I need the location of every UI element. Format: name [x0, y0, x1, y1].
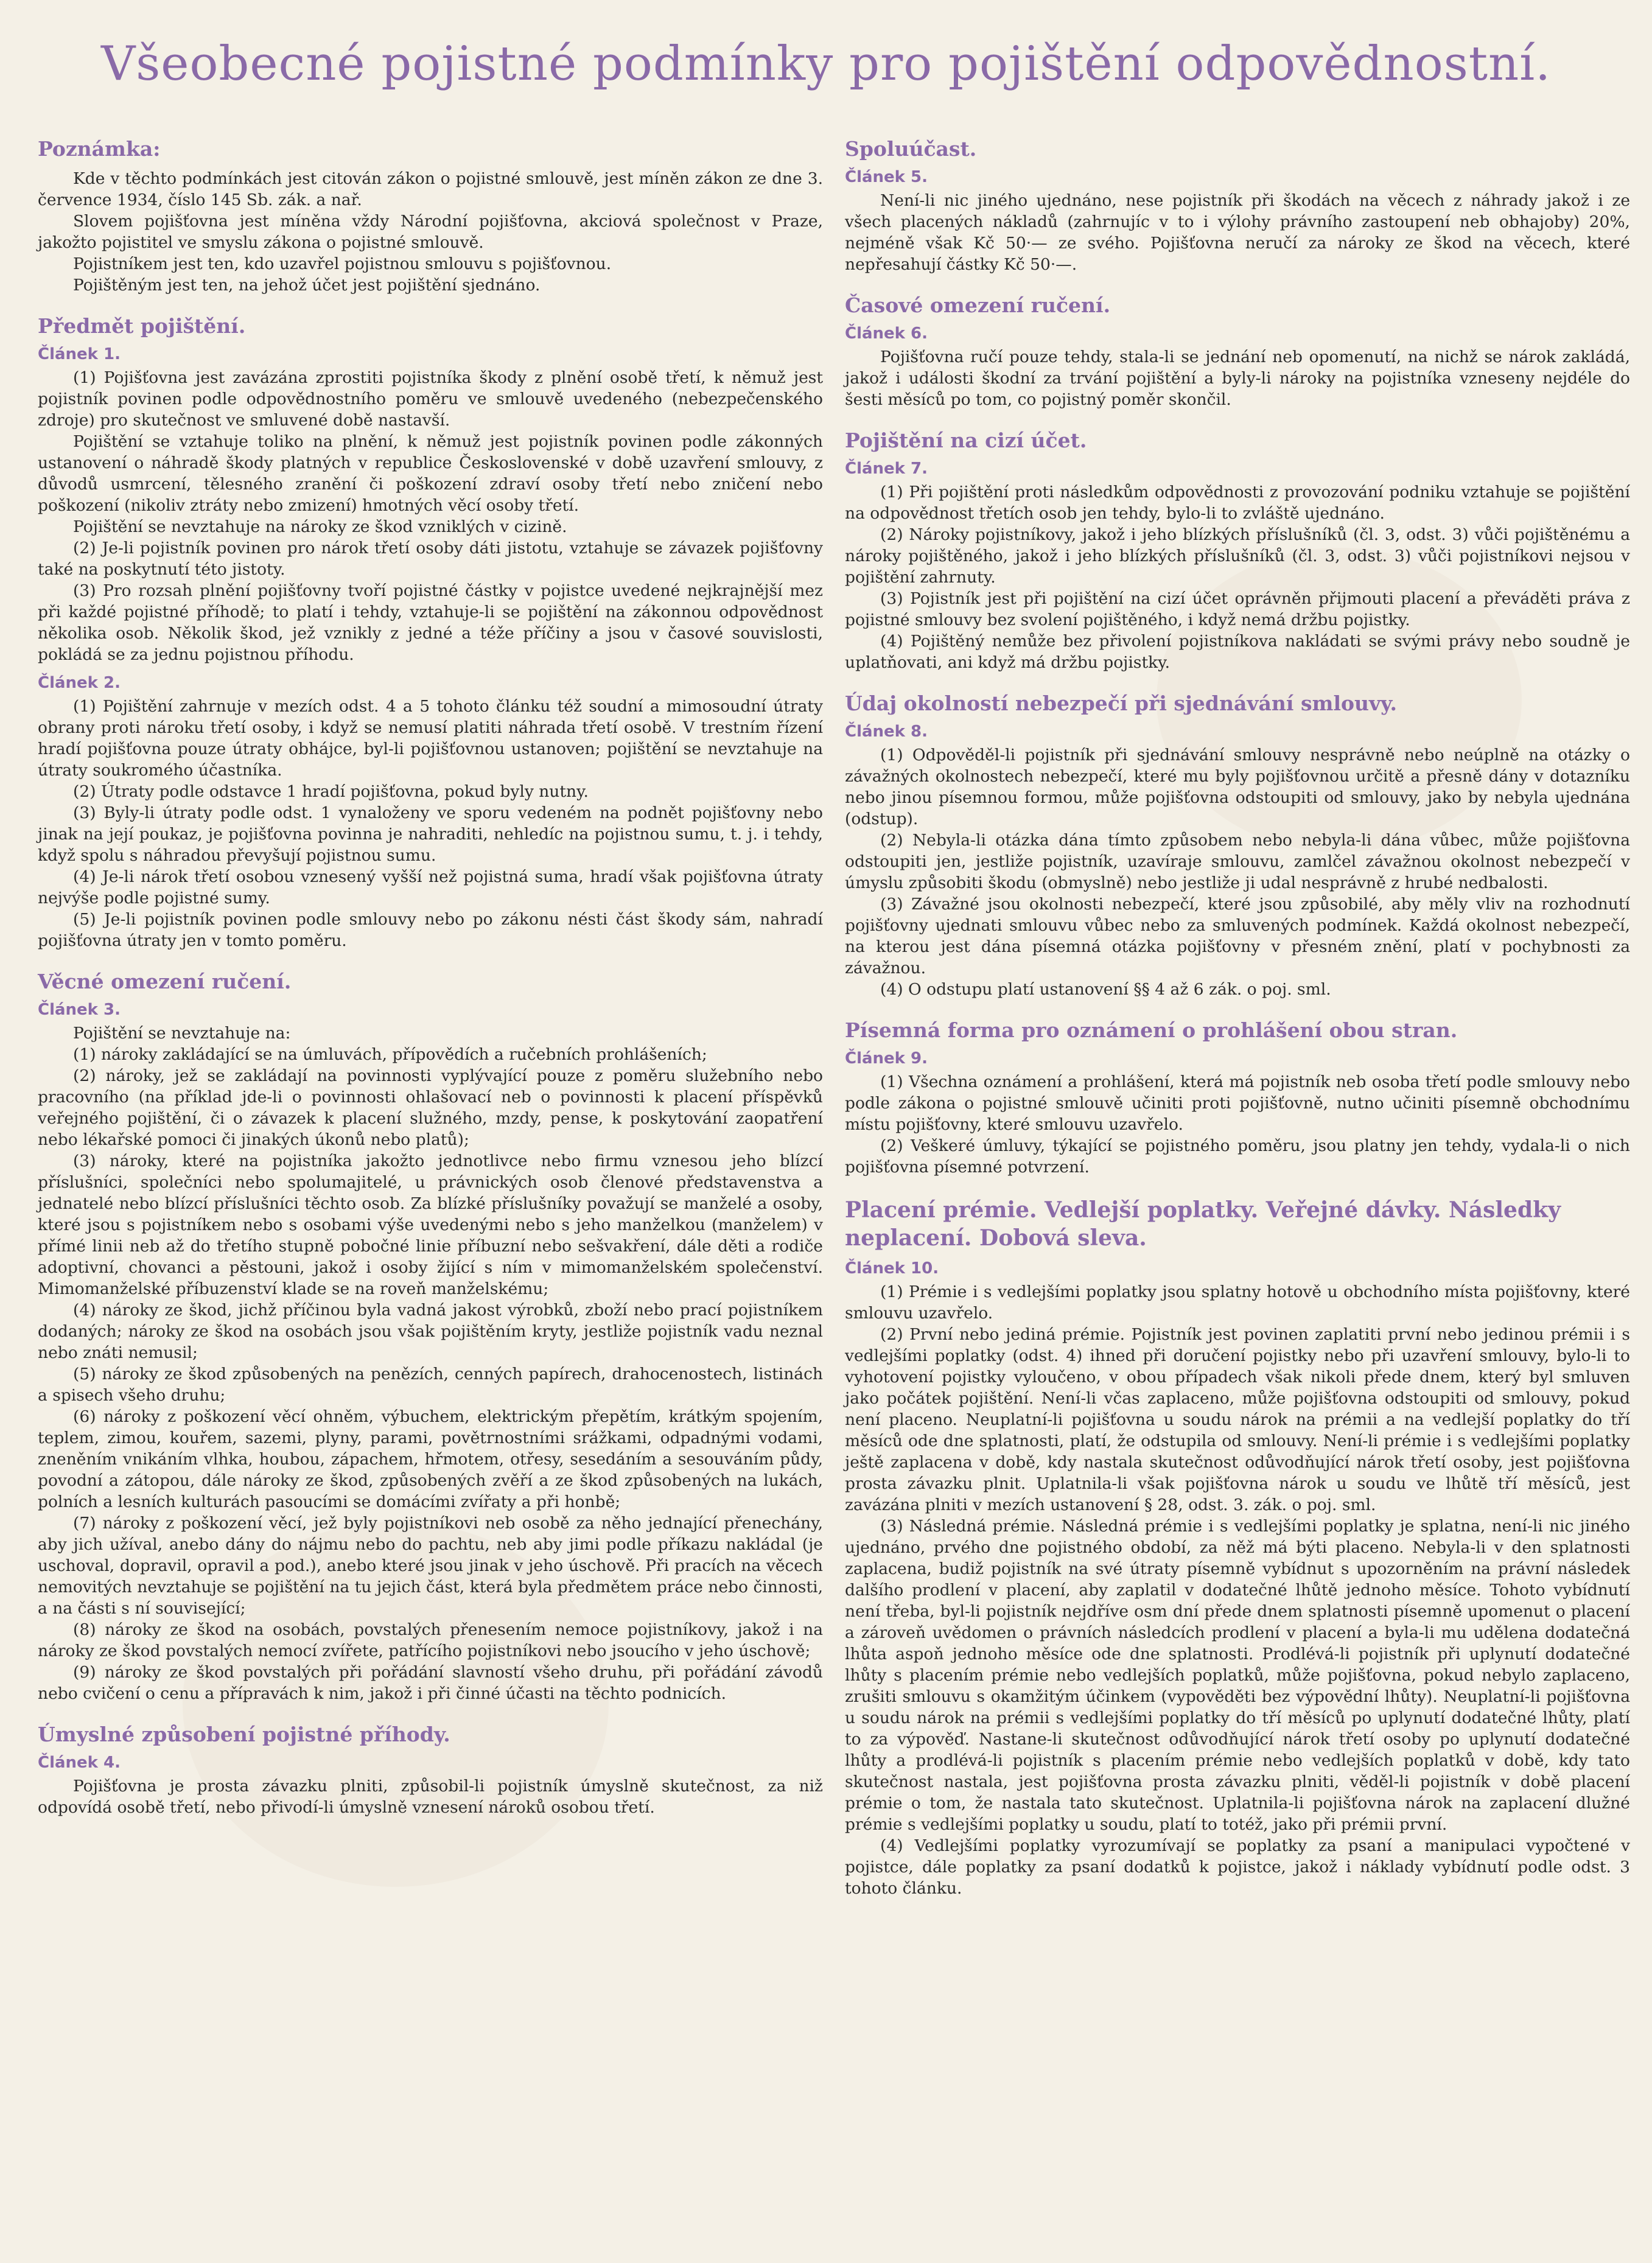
article-paragraph: Pojišťovna je prosta závazku plniti, způsobil-li pojistník úmyslně skutečnost, za niž odpovídá osobě třetí, nebo přivodí-li úmyslně vznesení nároků osobou třetí. — [38, 1777, 823, 1817]
article-paragraph: Pojištění se nevztahuje na: — [73, 1024, 291, 1043]
article-paragraph: (3) Pro rozsah plnění pojišťovny tvoří pojistné částky v pojistce uvedené nejkrajnější mez při každé pojistné příhodě; to platí i tehdy, vztahuje-li se pojištění na zákonnou odpovědnost několika osob. Několik škod, jež vznikly z jedné a téže příčiny a jsou v časové souvislosti, pokládá se za jednu pojistnou příhodu. — [38, 581, 823, 664]
article-paragraph: (2) Nároky pojistníkovy, jakož i jeho blízkých příslušníků (čl. 3, odst. 3) vůči pojištěnému a nároky pojištěného, jakož i jeho blízkých příslušníků (čl. 3, odst. 3) vůči pojistníkovi nejsou v pojištění zahrnuty. — [845, 525, 1630, 587]
article-paragraph: (2) Útraty podle odstavce 1 hradí pojišťovna, pokud byly nutny. — [73, 782, 589, 801]
article-label: Článek 5. — [845, 168, 928, 186]
article-paragraph: (4) Pojištěný nemůže bez přivolení pojistníkova nakládati se svými právy nebo soudně je uplatňovati, ani když má držbu pojistky. — [845, 632, 1630, 672]
section-heading: Placení prémie. Vedlejší poplatky. Veřejné dávky. Následky neplacení. Dobová sleva. — [845, 1197, 1561, 1251]
article-label: Článek 2. — [38, 674, 121, 692]
note-paragraph: Slovem pojišťovna jest míněna vždy Národní pojišťovna, akciová společnost v Praze, jakožto pojistitel ve smyslu zákona o pojistné smlouvě. — [38, 212, 823, 252]
article-label: Článek 4. — [38, 1754, 121, 1772]
note-block — [38, 168, 823, 296]
section-heading: Věcné omezení ručení. — [38, 970, 292, 993]
article-paragraph: (6) nároky z poškození věcí ohněm, výbuchem, elektrickým přepětím, krátkým spojením, teplem, zimou, kouřem, sazemi, plyny, parami, povětrnostními srážkami, odpadnými vodami, zneněním vnikáním vlhka, houbou, zápachem, hřmotem, otřesy, sesedáním a sesouváním půdy, povodní a zátopou, dále nároky ze škod, způsobených zvěří a ze škod způsobených na lukách, polních a lesních kulturách pasoucími se domácími zvířaty a při honbě; — [38, 1407, 823, 1511]
article-paragraph: (4) nároky ze škod, jichž příčinou byla vadná jakost výrobků, zboží nebo prací pojistníkem dodaných; nároky ze škod na osobách jsou však pojištěním kryty, jestliže pojistník vadu neznal nebo znáti nemusil; — [38, 1301, 823, 1362]
article-paragraph: (2) Veškeré úmluvy, týkající se pojistného poměru, jsou platny jen tehdy, vydala-li o nich pojišťovna písemné potvrzení. — [845, 1136, 1630, 1177]
section-heading: Časové omezení ručení. — [845, 293, 1111, 317]
article-paragraph: (1) Pojišťovna jest zavázána zprostiti pojistníka škody z plnění osobě třetí, k němuž jest pojistník povinen podle odpovědnostního poměru ve smlouvě uvedeného (nebezpečenského zdroje) pro skutečnost ve smluvené době nastavší. — [38, 368, 823, 430]
article-paragraph: (1) Odpověděl-li pojistník při sjednávání smlouvy nesprávně nebo neúplně na otázky o závažných okolnostech nebezpečí, které mu byly pojišťovnou určitě a přesně dány v dotazníku nebo jinou písemnou formou, může pojišťovna odstoupiti od smlouvy, jako by nebyla ujednána (odstup). — [845, 746, 1630, 828]
article-paragraph: Pojištění se nevztahuje na nároky ze škod vzniklých v cizině. — [73, 517, 567, 536]
section-heading: Úmyslné způsobení pojistné příhody. — [38, 1723, 450, 1746]
article-paragraph: (1) Pojištění zahrnuje v mezích odst. 4 a 5 tohoto článku též soudní a mimosoudní útraty obrany proti nároku třetí osoby, i když se nemusí platiti náhrada třetí osobě. V trestním řízení hradí pojišťovna pouze útraty obhájce, byl-li pojišťovnou ustanoven; pojištění se nevztahuje na útraty soukromého účastníka. — [38, 697, 823, 780]
article-label: Článek 8. — [845, 722, 928, 741]
note-paragraph: Kde v těchto podmínkách jest citován zákon o pojistné smlouvě, jest míněn zákon ze dne 3. července 1934, číslo 145 Sb. zák. a nař. — [38, 169, 823, 209]
article-paragraph: (9) nároky ze škod povstalých při pořádání slavností všeho druhu, při pořádání závodů nebo cvičení o cenu a přípravách k nim, jakož i při činné účasti na těchto podnicích. — [38, 1663, 823, 1703]
note-heading: Poznámka: — [38, 137, 161, 161]
article-paragraph: (1) nároky zakládající se na úmluvách, přípovědích a ručebních prohlášeních; — [73, 1045, 707, 1064]
article-paragraph: (2) Je-li pojistník povinen pro nárok třetí osoby dáti jistotu, vztahuje se závazek pojišťovny také na poskytnutí této jistoty. — [38, 539, 823, 579]
note-paragraph: Pojistníkem jest ten, kdo uzavřel pojistnou smlouvu s pojišťovnou. — [73, 254, 612, 273]
article-paragraph: (1) Při pojištění proti následkům odpovědnosti z provozování podniku vztahuje se pojištění na odpovědnost třetích osob jen tehdy, bylo-li to zvláště ujednáno. — [845, 483, 1630, 523]
document-title: Všeobecné pojistné podmínky pro pojištění odpovědnostní. — [100, 37, 1552, 91]
article-paragraph: (1) Všechna oznámení a prohlášení, která má pojistník neb osoba třetí podle smlouvy nebo podle zákona o pojistné smlouvě učiniti proti pojišťovně, nutno učiniti písemně obchodnímu místu pojišťovny, které smlouvu uzavřelo. — [845, 1072, 1630, 1134]
article-paragraph: (4) Vedlejšími poplatky vyrozumívají se poplatky za psaní a manipulaci vypočtené v pojistce, dále poplatky za psaní dodatků k pojistce, jakož i náklady vybídnutí podle odst. 3 tohoto článku. — [845, 1836, 1630, 1898]
section-heading: Spoluúčast. — [845, 137, 977, 161]
article-paragraph: (3) Byly-li útraty podle odst. 1 vynaloženy ve sporu vedeném na podnět pojišťovny nebo jinak na její poukaz, je pojišťovna povinna je nahraditi, nehledíc na pojistnou sumu, t. j. i tehdy, když spolu s náhradou převyšují pojistnou sumu. — [38, 803, 823, 865]
article-paragraph: (1) Prémie i s vedlejšími poplatky jsou splatny hotově u obchodního místa pojišťovny, které smlouvu uzavřelo. — [845, 1282, 1630, 1323]
article-paragraph: (2) První nebo jediná prémie. Pojistník jest povinen zaplatiti první nebo jedinou prémii i s vedlejšími poplatky (odst. 4) ihned při doručení pojistky nebo při uzavření smlouvy, bylo-li to vyhotovení pojistky vyloučeno, v obou případech však nikoli přede dnem, který byl smluven jako počátek pojištění. Není-li včas zaplaceno, může pojišťovna odstoupiti od smlouvy, pokud není placeno. Neuplatní-li pojišťovna u soudu nárok na prémii a na vedlejší poplatky do tří měsíců ode dne splatnosti, platí, že odstupila od smlouvy. Není-li prémie i s vedlejšími poplatky ještě zaplacena v době, kdy nastala skutečnost odůvodňující nárok třetí osoby, jest pojišťovna prosta závazku plnit. Uplatnila-li však pojišťovna nárok u soudu ve lhůtě tří měsíců, jest zavázána plniti v mezích ustanovení § 28, odst. 3. zák. o poj. sml. — [845, 1325, 1630, 1514]
article-paragraph: (5) nároky ze škod způsobených na penězích, cenných papírech, drahocenostech, listinách a spisech všeho druhu; — [38, 1365, 823, 1405]
article-paragraph: (8) nároky ze škod na osobách, povstalých přenesením nemoce pojistníkovy, jakož i na nároky ze škod povstalých nemocí zvířete, patřícího pojistníkovi nebo jsoucího v jeho úschově; — [38, 1620, 823, 1660]
article-paragraph: (7) nároky z poškození věcí, jež byly pojistníkovi neb osobě za něho jednající přenechány, aby jich užíval, anebo dány do nájmu nebo do pachtu, neb aby jimi podle příkazu nakládal (je uschoval, dopravil, opravil a pod.), anebo které jsou jinak v jeho úschově. Při pracích na věcech nemovitých nevztahuje se pojištění na tu jejich část, která byla předmětem práce nebo činnosti, a na části s ní související; — [38, 1514, 823, 1618]
article-paragraph: (4) Je-li nárok třetí osobou vznesený vyšší než pojistná suma, hradí však pojišťovna útraty nejvýše podle pojistné sumy. — [38, 867, 823, 908]
note-paragraph: Pojištěným jest ten, na jehož účet jest pojištění sjednáno. — [73, 276, 541, 295]
article-paragraph: (4) O odstupu platí ustanovení §§ 4 až 6 zák. o poj. sml. — [880, 980, 1331, 999]
right-column — [845, 137, 1630, 1899]
article-paragraph: Pojišťovna ručí pouze tehdy, stala-li se jednání neb opomenutí, na nichž se nárok zakládá, jakož i události škodní za trvání pojištění a byly-li nároky na pojistníka vzneseny nejdéle do šesti měsíců po tom, co pojistný poměr skončil. — [845, 348, 1630, 409]
article-paragraph: (3) nároky, které na pojistníka jakožto jednotlivce nebo firmu vznesou jeho blízcí příslušníci, společníci nebo spolumajitelé, u právnických osob členové představenstva a jednatelé nebo blízcí příslušníci těchto osob. Za blízké příslušníky považují se manželé a osoby, které jsou s pojistníkem nebo s osobami výše uvedenými nebo s jeho manželkou (manželem) v přímé linii neb až do třetího stupně pobočné linie příbuzní nebo sešvakření, dále děti a rodiče adoptivní, chovanci a pěstouni, jakož i osoby žijící s ním v mimomanželském společenství. Mimomanželské příbuzenství klade se na roveň manželskému; — [38, 1152, 823, 1298]
article-paragraph: Pojištění se vztahuje toliko na plnění, k němuž jest pojistník povinen podle zákonných ustanovení o náhradě škody platných v republice Československé v době uzavření smlouvy, z důvodů usmrcení, tělesného zranění či poškození zdraví osoby třetí nebo zničení nebo poškození (nikoliv ztráty nebo zmizení) hmotných věcí osoby třetí. — [38, 432, 823, 515]
article-paragraph: (2) nároky, jež se zakládají na povinnosti vyplývající pouze z poměru služebního nebo pracovního (na příklad jde-li o povinnosti ohlašovací neb o povinnosti k placení příspěvků veřejného pojištění, či o závazek k placení služného, mzdy, pense, k poskytování zaopatření nebo lékařské pomoci či jinakých úkonů nebo platů); — [38, 1066, 823, 1149]
article-label: Článek 9. — [845, 1049, 928, 1068]
article-paragraph: (5) Je-li pojistník povinen podle smlouvy nebo po zákonu nésti část škody sám, nahradí pojišťovna útraty jen v tomto poměru. — [38, 910, 823, 950]
section-heading: Předmět pojištění. — [38, 314, 246, 338]
article-paragraph: (3) Závažné jsou okolnosti nebezpečí, které jsou způsobilé, aby měly vliv na rozhodnutí pojišťovny ujednati smlouvu vůbec nebo za smluvených podmínek. Každá okolnost nebezpečí, na kterou jest dána písemná otázka pojišťovny v přesném znění, platí v pochybnosti za závažnou. — [845, 895, 1630, 978]
left-column — [38, 137, 823, 1818]
section-heading: Písemná forma pro oznámení o prohlášení obou stran. — [845, 1018, 1458, 1042]
article-paragraph: (3) Pojistník jest při pojištění na cizí účet oprávněn přijmouti placení a převáděti práva z pojistné smlouvy bez svolení pojištěného, i když nemá držbu pojistky. — [845, 589, 1630, 629]
article-label: Článek 3. — [38, 1001, 121, 1019]
section-heading: Pojištění na cizí účet. — [845, 428, 1087, 452]
article-paragraph: (2) Nebyla-li otázka dána tímto způsobem nebo nebyla-li dána vůbec, může pojišťovna odstoupiti jen, jestliže pojistník, uzavíraje smlouvu, zamlčel závažnou okolnost nebezpečí v úmyslu způsobiti škodu (obmyslně) nebo jestliže ji udal nesprávně z hrubé nedbalosti. — [845, 831, 1630, 892]
article-label: Článek 1. — [38, 345, 121, 363]
article-label: Článek 10. — [845, 1259, 939, 1278]
article-paragraph: (3) Následná prémie. Následná prémie i s vedlejšími poplatky je splatna, není-li nic jiného ujednáno, prvého dne pojistného období, za něž má býti placeno. Nebyla-li v den splatnosti zaplacena, budiž pojistník na své útraty písemně vybídnut s upozorněním na právní následek dalšího prodlení v placení, aby zaplatil v dodatečné lhůtě jednoho měsíce. Tohoto vybídnutí není třeba, byl-li pojistník nejdříve osm dní přede dnem splatnosti písemně upomenut o placení a zároveň uvědomen o právních následcích prodlení v placení a byla-li mu udělena dodatečná lhůta aspoň jednoho měsíce ode dne splatnosti. Prodlévá-li pojistník při uplynutí dodatečné lhůty s placením prémie nebo vedlejších poplatků, může pojišťovna, pokud nebylo zaplaceno, zrušiti smlouvu s okamžitým účinkem (vypověděti bez výpovědní lhůty). Neuplatní-li pojišťovna u soudu nárok na prémii s vedlejšími poplatky do tří měsíců po uplynutí dodatečné lhůty, platí to za výpověď. Nastane-li skutečnost odůvodňující nárok třetí osoby po uplynutí dodatečné lhůty a prodlévá-li pojistník s placením prémie nebo vedlejších poplatků v době, kdy tato skutečnost nastala, jest pojišťovna prosta závazku plniti, věděl-li pojistník v době placení prémie o tom, že nastala tato skutečnost. Uplatnila-li pojišťovna nárok na zaplacení dlužné prémie s vedlejšími poplatky u soudu, platí to totéž, jako při prémii první. — [845, 1517, 1630, 1834]
article-label: Článek 6. — [845, 324, 928, 343]
article-paragraph: Není-li nic jiného ujednáno, nese pojistník při škodách na věcech z náhrady jakož i ze všech placených nákladů (zahrnujíc v to i výlohy právního zastoupení neb obhajoby) 20%, nejméně však Kč 50·— ze svého. Pojišťovna neručí za nároky ze škod na věcech, které nepřesahují částky Kč 50·—. — [845, 191, 1630, 274]
section-heading: Údaj okolností nebezpečí při sjednávání smlouvy. — [845, 691, 1398, 715]
article-label: Článek 7. — [845, 460, 928, 478]
